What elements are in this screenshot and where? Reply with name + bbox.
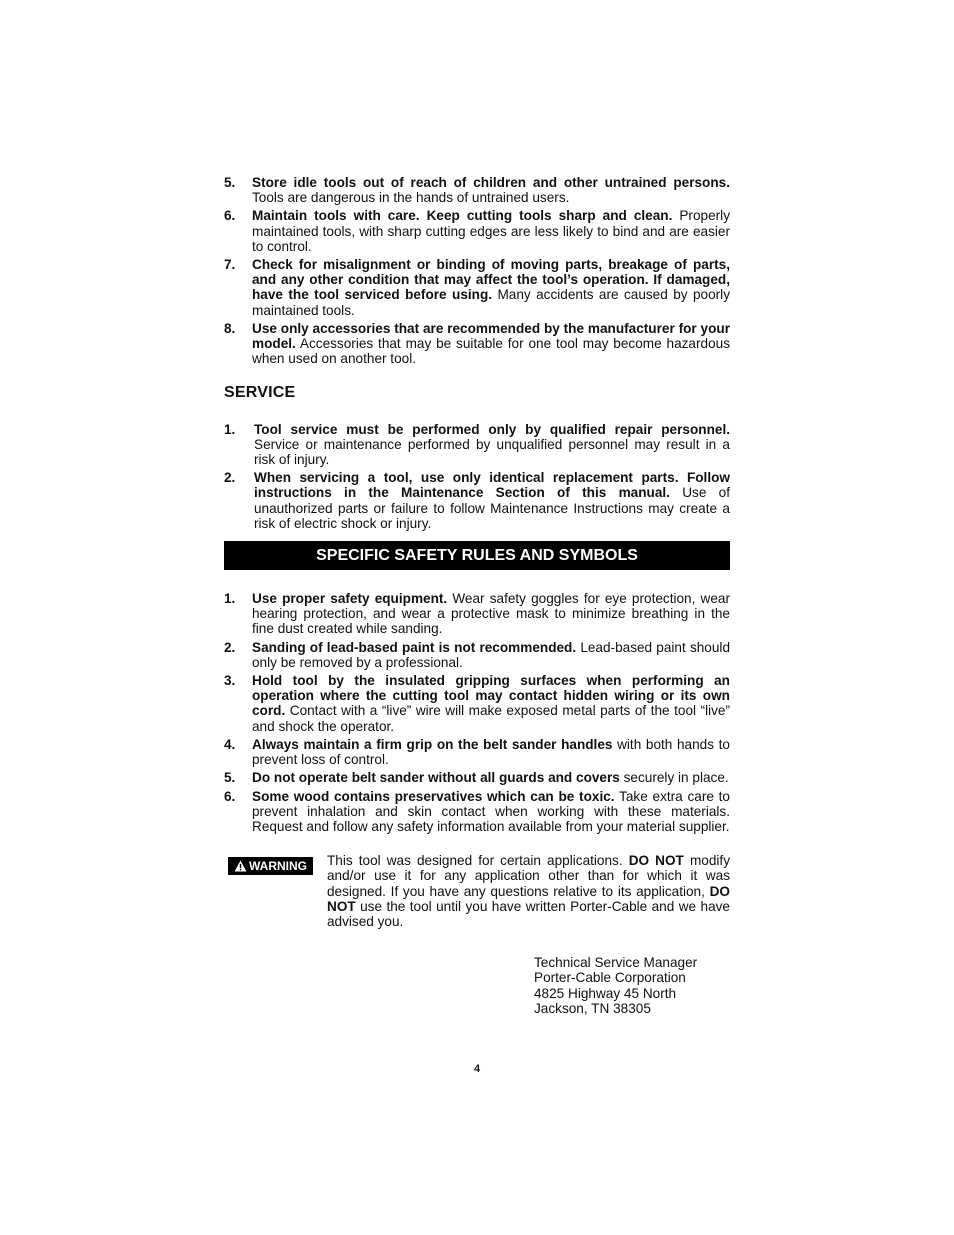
item-number: 1.: [224, 591, 236, 607]
item-bold-text: Always maintain a firm grip on the belt sander handles: [252, 736, 613, 752]
item-text: Tools are dangerous in the hands of untrained users.: [252, 190, 570, 206]
item-number: 3.: [224, 673, 236, 689]
item-text: Service or maintenance performed by unqualified personnel may result in a risk of injury.: [254, 436, 730, 468]
item-number: 2.: [224, 470, 236, 486]
address-line: Jackson, TN 38305: [534, 1001, 651, 1017]
item-bold-text: Store idle tools out of reach of children and other untrained persons.: [252, 175, 730, 190]
warning-block: [224, 853, 730, 929]
item-text: Accessories that may be suitable for one tool may become hazardous when used on another tool.: [252, 336, 730, 367]
specific-rules-list: [224, 591, 730, 834]
item-bold-text: Sanding of lead-based paint is not recommended.: [252, 639, 577, 655]
item-bold-text: Hold tool by the insulated gripping surfaces when performing an operation where the cutting tool may contact hidden wiring or its own cord.: [252, 673, 730, 719]
address-block-wrapper: [224, 955, 730, 1025]
warning-text-part: modify and/or use it for any application other than for which it was designed. If you have any questions relative to its application,: [327, 853, 730, 899]
item-bold-text: Tool service must be performed only by qualified repair personnel.: [254, 421, 730, 437]
item-bold-text: Check for misalignment or binding of moving parts, breakage of parts, and any other condition that may affect the tool’s operation. If damaged, have the tool serviced before using.: [252, 257, 730, 303]
item-number: 8.: [224, 320, 236, 336]
list-item: [224, 789, 730, 835]
item-number: 5.: [224, 770, 236, 786]
item-number: 5.: [224, 175, 236, 190]
service-list: [224, 422, 730, 531]
warning-label: WARNING: [249, 859, 307, 874]
item-text: securely in place.: [619, 770, 729, 786]
item-text: Properly maintained tools, with sharp cutting edges are less likely to bind and are easier to control.: [252, 208, 730, 254]
address-line: 4825 Highway 45 North: [534, 985, 677, 1001]
list-item: [224, 470, 730, 531]
warning-text: [327, 853, 730, 929]
general-rules-list: [224, 175, 730, 366]
address-line: Porter-Cable Corporation: [534, 970, 686, 986]
item-bold-text: Some wood contains preservatives which can be toxic.: [252, 788, 615, 804]
item-text: Wear safety goggles for eye protection, wear hearing protection, and wear a protective mask to minimize breathing in the fine dust created while sanding.: [252, 591, 730, 637]
list-item: [224, 640, 730, 670]
list-item: [224, 770, 730, 785]
list-item: [224, 591, 730, 637]
item-number: 1.: [224, 421, 236, 437]
item-bold-text: Do not operate belt sander without all guards and covers: [252, 770, 620, 786]
address-line: Technical Service Manager: [534, 955, 698, 971]
address-block: [534, 955, 697, 1016]
item-text: Many accidents are caused by poorly maintained tools.: [252, 287, 730, 318]
list-item: [224, 321, 730, 367]
list-item: [224, 422, 730, 468]
item-bold-text: Use proper safety equipment.: [252, 591, 448, 607]
list-item: [224, 673, 730, 734]
item-bold-text: Maintain tools with care. Keep cutting tools sharp and clean.: [252, 208, 673, 224]
specific-safety-banner: SPECIFIC SAFETY RULES AND SYMBOLS: [224, 541, 730, 570]
list-item: [224, 208, 730, 254]
warning-text-part: This tool was designed for certain applications.: [327, 853, 629, 869]
item-text: Contact with a “live” wire will make exposed metal parts of the tool “live” and shock the operator.: [252, 703, 730, 734]
item-number: 6.: [224, 788, 236, 804]
item-number: 6.: [224, 208, 236, 224]
item-bold-text: Use only accessories that are recommended by the manufacturer for your model.: [252, 320, 730, 352]
item-text: Use of unauthorized parts or failure to follow Maintenance Instructions may create a risk of electric shock or injury.: [254, 485, 730, 531]
list-item: [224, 175, 730, 205]
page-number: 4: [473, 1063, 481, 1075]
item-text: Take extra care to prevent inhalation and skin contact when working with these materials. Request and follow any safety information available from your material supplier.: [252, 788, 730, 834]
item-text: with both hands to prevent loss of control.: [252, 736, 730, 768]
warning-do-not: DO NOT: [628, 853, 684, 869]
warning-do-not: DO NOT: [327, 883, 730, 914]
list-item: [224, 257, 730, 318]
service-heading: SERVICE: [224, 384, 296, 402]
item-text: Lead-based paint should only be removed by a professional.: [252, 639, 730, 670]
warning-text-part: use the tool until you have written Porter-Cable and we have advised you.: [327, 898, 730, 929]
item-number: 7.: [224, 257, 236, 273]
warning-badge: [228, 857, 313, 875]
warning-triangle-icon: [234, 860, 247, 872]
manual-page: [224, 175, 730, 1025]
list-item: [224, 737, 730, 767]
item-number: 2.: [224, 639, 236, 655]
item-bold-text: When servicing a tool, use only identical replacement parts. Follow instructions in the Maintenance Section of this manual.: [254, 470, 730, 501]
item-number: 4.: [224, 736, 236, 752]
